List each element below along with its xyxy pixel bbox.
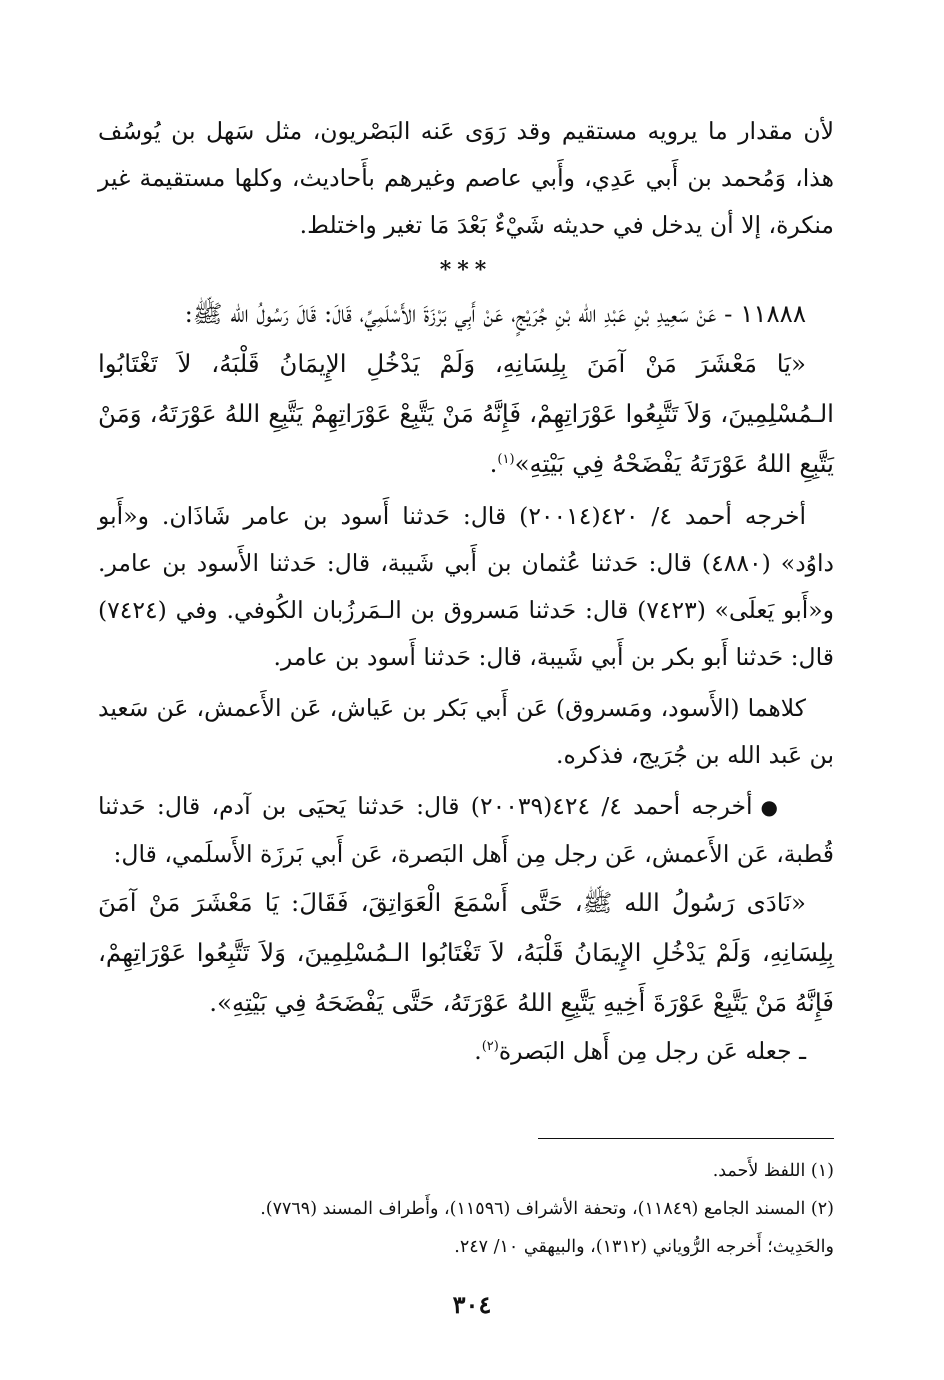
- takhrij-paragraph-4-text: ـ جعله عَن رجل مِن أَهل البَصرة: [498, 1037, 806, 1065]
- takhrij-paragraph-4: [98, 1028, 834, 1075]
- footnote-divider: [538, 1138, 834, 1139]
- takhrij-paragraph-2: كلاهما (الأَسود، ومَسروق) عَن أَبي بَكر بن عَياش، عَن الأَعمش، عَن سَعيد بن عَبد الله بن جُرَيج، فذكره.: [98, 694, 834, 769]
- takhrij-paragraph-1: أخرجه أحمد ٤/ ٤٢٠(٢٠٠١٤) قال: حَدثنا أَسود بن عامر شَاذَان. و«أَبو داوُد» (٤٨٨٠) قال: حَدثنا عُثمان بن أَبي شَيبة، قال: حَدثنا الأَسود بن عامر. و«أَبو يَعلَى» (٧٤٢٣) قال: حَدثنا مَسروق بن الـمَرزُبان الكُوفي. وفي (٧٤٢٤) قال: حَدثنا أَبو بكر بن أَبي شَيبة، قال: حَدثنا أَسود بن عامر.: [98, 502, 834, 671]
- footnote-1: (١) اللفظ لأَحمد.: [712, 1161, 834, 1181]
- hadith-quote-end: .: [489, 449, 498, 478]
- footnote-ref-2: (٢): [481, 1039, 499, 1055]
- footnotes: [98, 1152, 834, 1266]
- takhrij-paragraph-3: [98, 783, 834, 878]
- page-number: ٣٠٤: [452, 1290, 492, 1319]
- footnote-ref-1: (١): [497, 451, 515, 467]
- hadith-opening: ١١٨٨٨ - عَنْ سَعِيدِ بْنِ عَبْدِ الله بْنِ جُرَيْجٍ، عَنْ أَبِي بَرْزَةَ الأَسْلَمِيِّ، قَالَ: قَالَ رَسُولُ الله ﷺ:: [184, 299, 806, 328]
- main-text: [98, 108, 834, 1075]
- second-hadith-quote: «نَادَى رَسُولُ الله ﷺ، حَتَّى أَسْمَعَ الْعَوَاتِقَ، فَقَالَ: يَا مَعْشَرَ مَنْ آمَنَ بِلِسَانِهِ، وَلَمْ يَدْخُلِ الإِيمَانُ قَلْبَهُ، لاَ تَغْتَابُوا الـمُسْلِمِينَ، وَلاَ تَتَّبِعُوا عَوْرَاتِهِمْ، فَإِنَّهُ مَنْ يَتَّبِعْ عَوْرَةَ أَخِيهِ يَتَّبِعِ اللهُ عَوْرَتَهُ، حَتَّى يَفْضَحَهُ فِي بَيْتِهِ».: [98, 888, 834, 1017]
- bullet-icon: ●: [760, 795, 778, 819]
- intro-paragraph: لأن مقدار ما يرويه مستقيم وقد رَوَى عَنه البَصْريون، مثل سَهل بن يُوسُف هذا، وَمُحمد بن أَبي عَدِي، وأَبي عاصم وغيرهم بأَحاديث، وكلها مستقيمة غير منكرة، إلا أن يدخل في حديثه شَيْءٌ بَعْدَ مَا تغير واختلط.: [98, 117, 834, 239]
- footnote-3: والحَدِيث؛ أَخرجه الرُّوياني (١٣١٢)، والبيهقي ١٠/ ٢٤٧.: [454, 1237, 834, 1257]
- takhrij-paragraph-3-text: أخرجه أحمد ٤/ ٤٢٤(٢٠٠٣٩) قال: حَدثنا يَحيَى بن آدم، قال: حَدثنا قُطبة، عَن الأَعمش، عَن رجل مِن أَهل البَصرة، عَن أَبي بَرزَة الأَسلَمي، قال:: [98, 792, 834, 868]
- hadith-quote: [98, 339, 834, 489]
- hadith-quote-text: «يَا مَعْشَرَ مَنْ آمَنَ بِلِسَانِهِ، وَلَمْ يَدْخُلِ الإِيمَانُ قَلْبَهُ، لاَ تَغْتَابُوا الـمُسْلِمِينَ، وَلاَ تَتَّبِعُوا عَوْرَاتِهِمْ، فَإِنَّهُ مَنْ يَتَّبِعْ عَوْرَاتِهِمْ يَتَّبِعِ اللهُ عَوْرَتَهُ، وَمَنْ يَتَّبِعِ اللهُ عَوْرَتَهُ يَفْضَحْهُ فِي بَيْتِهِ»: [98, 349, 834, 478]
- footnote-2: (٢) المسند الجامع (١١٨٤٩)، وتحفة الأشراف (١١٥٩٦)، وأَطراف المسند (٧٧٦٩).: [260, 1199, 834, 1219]
- takhrij-paragraph-4-end: .: [474, 1037, 482, 1065]
- section-separator: ***: [439, 257, 493, 283]
